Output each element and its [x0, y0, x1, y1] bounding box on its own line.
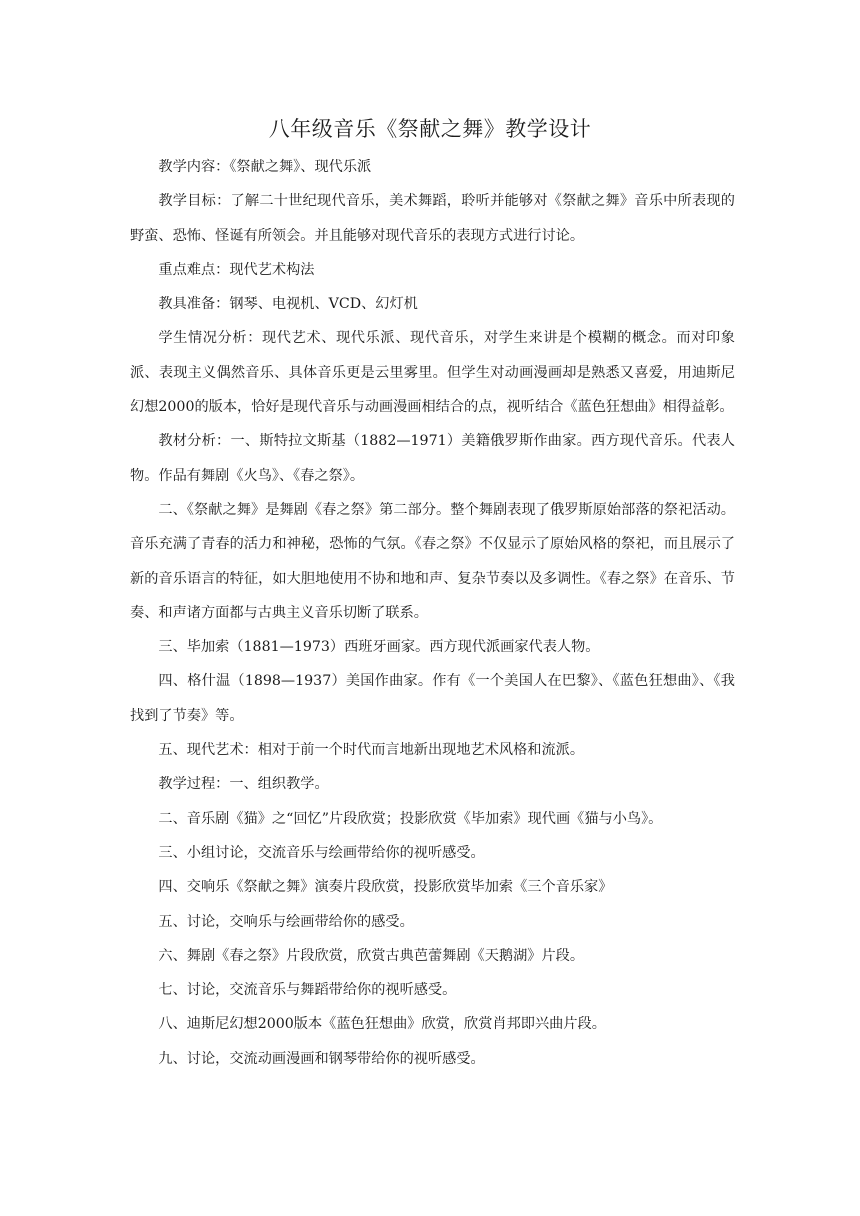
paragraph-material-analysis-2: 二、《祭献之舞》是舞剧《春之祭》第二部分。整个舞剧表现了俄罗斯原始部落的祭祀活动。音乐充满了青春的活力和神秘，恐怖的气氛。《春之祭》不仅显示了原始风格的祭祀，而且展示了新的音乐语言的特征，如大胆地使用不协和地和声、复杂节奏以及多调性。《春之祭》在音乐、节奏、和声诸方面都与古典主义音乐切断了联系。 — [130, 501, 735, 621]
paragraph-process-8: 八、迪斯尼幻想2000版本《蓝色狂想曲》欣赏，欣赏肖邦即兴曲片段。 — [158, 1016, 606, 1033]
paragraph-material-analysis-1: 教材分析：一、斯特拉文斯基（1882—1971）美籍俄罗斯作曲家。西方现代音乐。代表人物。作品有舞剧《火鸟》、《春之祭》。 — [130, 433, 735, 484]
paragraph-process-1: 教学过程：一、组织教学。 — [158, 776, 329, 793]
paragraph-process-3: 三、小组讨论，交流音乐与绘画带给你的视听感受。 — [158, 844, 485, 861]
paragraph-material-analysis-5: 五、现代艺术：相对于前一个时代而言地新出现地艺术风格和流派。 — [158, 742, 585, 759]
paragraph-teaching-goals: 教学目标：了解二十世纪现代音乐，美术舞蹈，聆听并能够对《祭献之舞》音乐中所表现的野蛮、恐怖、怪诞有所领会。并且能够对现代音乐的表现方式进行讨论。 — [130, 193, 735, 244]
paragraph-student-analysis: 学生情况分析：现代艺术、现代乐派、现代音乐，对学生来讲是个模糊的概念。而对印象派、表现主义偶然音乐、具体音乐更是云里雾里。但学生对动画漫画却是熟悉又喜爱，用迪斯尼幻想2000的版本，恰好是现代音乐与动画漫画相结合的点，视听结合《蓝色狂想曲》相得益彰。 — [130, 330, 735, 416]
paragraph-material-analysis-4: 四、格什温（1898—1937）美国作曲家。作有《一个美国人在巴黎》、《蓝色狂想曲》、《我找到了节奏》等。 — [130, 673, 735, 724]
paragraph-teaching-aids: 教具准备：钢琴、电视机、VCD、幻灯机 — [158, 296, 418, 313]
paragraph-material-analysis-3: 三、毕加索（1881—1973）西班牙画家。西方现代派画家代表人物。 — [158, 639, 600, 656]
paragraph-process-2: 二、音乐剧《猫》之“回忆”片段欣赏；投影欣赏《毕加索》现代画《猫与小鸟》。 — [158, 810, 663, 827]
paragraph-process-5: 五、讨论，交响乐与绘画带给你的感受。 — [158, 913, 414, 930]
paragraph-process-7: 七、讨论，交流音乐与舞蹈带给你的视听感受。 — [158, 982, 457, 999]
document-body — [130, 150, 735, 1076]
paragraph-process-9: 九、讨论，交流动画漫画和钢琴带给你的视听感受。 — [158, 1050, 485, 1067]
paragraph-process-6: 六、舞剧《春之祭》片段欣赏，欣赏古典芭蕾舞剧《天鹅湖》片段。 — [158, 947, 585, 964]
paragraph-process-4: 四、交响乐《祭献之舞》演奏片段欣赏，投影欣赏毕加索《三个音乐家》 — [158, 879, 613, 896]
paragraph-key-difficulties: 重点难点：现代艺术构法 — [158, 261, 315, 278]
document-title: 八年级音乐《祭献之舞》教学设计 — [268, 117, 592, 141]
paragraph-teaching-content: 教学内容：《祭献之舞》、现代乐派 — [158, 159, 372, 175]
